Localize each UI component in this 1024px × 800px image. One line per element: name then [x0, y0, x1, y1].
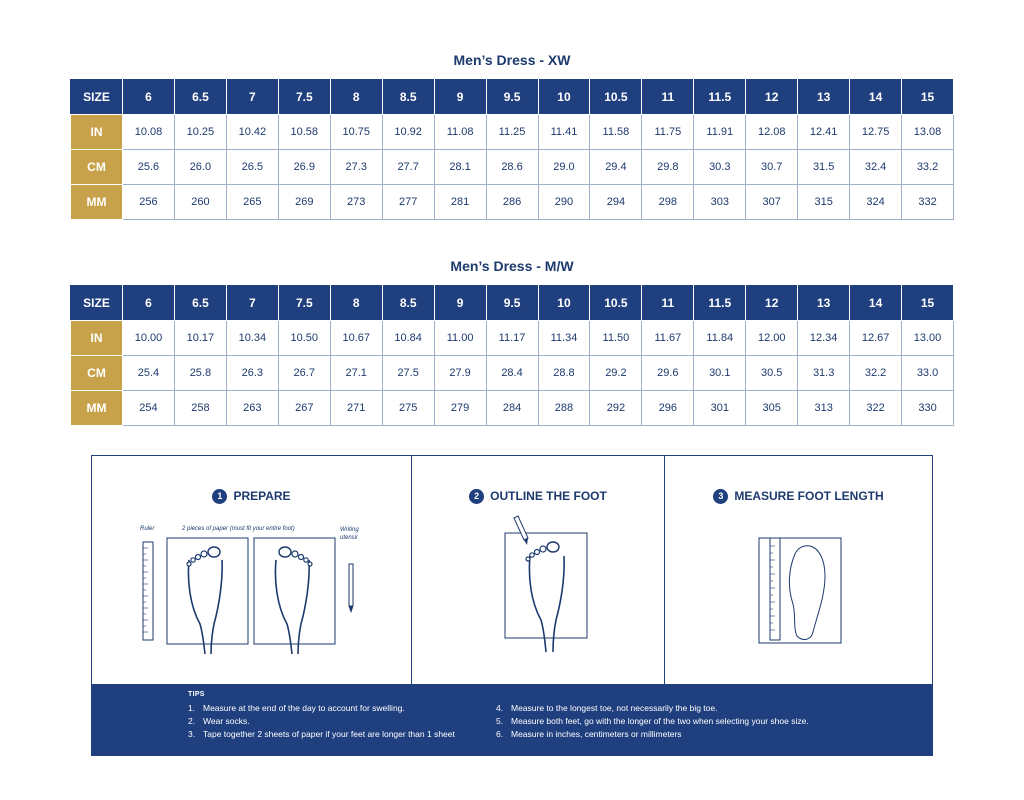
- measurement-cell: 27.9: [434, 356, 486, 391]
- measurement-cell: 324: [850, 185, 902, 220]
- measurement-cell: 256: [123, 185, 175, 220]
- measurement-cell: 26.9: [278, 150, 330, 185]
- measurement-cell: 258: [174, 391, 226, 426]
- step-measure-length: [665, 456, 932, 684]
- size-header-cell: 9: [434, 79, 486, 115]
- size-header-cell: 6: [123, 285, 175, 321]
- measurement-cell: 286: [486, 185, 538, 220]
- tips-title: TIPS: [188, 691, 205, 698]
- step-number-badge: 1: [212, 489, 227, 504]
- measurement-cell: 332: [902, 185, 954, 220]
- measurement-cell: 12.41: [798, 115, 850, 150]
- measurement-cell: 30.3: [694, 150, 746, 185]
- table-row: [71, 356, 954, 391]
- size-header-cell: 11.5: [694, 79, 746, 115]
- measurement-cell: 25.6: [123, 150, 175, 185]
- measurement-cell: 277: [382, 185, 434, 220]
- measurement-cell: 30.1: [694, 356, 746, 391]
- size-header-cell: 10.5: [590, 285, 642, 321]
- size-header-cell: 14: [850, 79, 902, 115]
- paper-sheet-icon: [167, 538, 248, 654]
- size-header-row: [71, 285, 954, 321]
- step-number-badge: 2: [469, 489, 484, 504]
- measurement-cell: 10.00: [123, 321, 175, 356]
- measurement-cell: 10.58: [278, 115, 330, 150]
- measurement-cell: 29.2: [590, 356, 642, 391]
- measurement-cell: 292: [590, 391, 642, 426]
- size-header-cell: 14: [850, 285, 902, 321]
- measurement-cell: 33.2: [902, 150, 954, 185]
- measurement-cell: 313: [798, 391, 850, 426]
- step-title: OUTLINE THE FOOT: [490, 489, 607, 503]
- pencil-icon: [349, 564, 353, 612]
- table-row: [71, 115, 954, 150]
- size-header-cell: 11: [642, 285, 694, 321]
- measuring-guide: [91, 455, 933, 756]
- measurement-cell: 28.8: [538, 356, 590, 391]
- measurement-cell: 11.58: [590, 115, 642, 150]
- size-header-cell: 13: [798, 79, 850, 115]
- measurement-cell: 30.5: [746, 356, 798, 391]
- size-header-cell: 12: [746, 79, 798, 115]
- measurement-cell: 279: [434, 391, 486, 426]
- measurement-cell: 27.7: [382, 150, 434, 185]
- size-header-label: SIZE: [71, 79, 123, 115]
- measurement-cell: 275: [382, 391, 434, 426]
- paper-sheet-icon: [505, 533, 587, 652]
- measurement-cell: 10.08: [123, 115, 175, 150]
- tips-panel: [92, 684, 932, 755]
- table-title-mw: Men’s Dress - M/W: [450, 258, 574, 274]
- measurement-cell: 263: [226, 391, 278, 426]
- measurement-cell: 10.84: [382, 321, 434, 356]
- unit-label: CM: [71, 150, 123, 185]
- measurement-cell: 10.92: [382, 115, 434, 150]
- ruler-icon: [770, 538, 780, 640]
- measurement-cell: 11.84: [694, 321, 746, 356]
- size-header-cell: 11: [642, 79, 694, 115]
- step-outline-foot: [412, 456, 665, 684]
- size-table-mw: [70, 284, 954, 426]
- step-number-badge: 3: [713, 489, 728, 504]
- measure-illustration: [665, 456, 932, 684]
- size-header-label: SIZE: [71, 285, 123, 321]
- measurement-cell: 11.41: [538, 115, 590, 150]
- outline-illustration: [412, 456, 665, 684]
- unit-label: CM: [71, 356, 123, 391]
- measurement-cell: 267: [278, 391, 330, 426]
- measurement-cell: 29.4: [590, 150, 642, 185]
- step-title: PREPARE: [233, 489, 291, 503]
- size-header-cell: 6.5: [174, 79, 226, 115]
- measurement-cell: 11.34: [538, 321, 590, 356]
- prepare-illustration: [92, 456, 412, 684]
- measurement-cell: 288: [538, 391, 590, 426]
- measurement-cell: 28.6: [486, 150, 538, 185]
- measurement-cell: 25.4: [123, 356, 175, 391]
- table-title-xw: Men’s Dress - XW: [453, 52, 571, 68]
- measurement-cell: 26.0: [174, 150, 226, 185]
- measurement-cell: 33.0: [902, 356, 954, 391]
- measurement-cell: 10.17: [174, 321, 226, 356]
- measurement-cell: 10.42: [226, 115, 278, 150]
- measurement-cell: 13.00: [902, 321, 954, 356]
- measurement-cell: 31.3: [798, 356, 850, 391]
- measurement-cell: 301: [694, 391, 746, 426]
- size-header-row: [71, 79, 954, 115]
- size-header-cell: 9.5: [486, 79, 538, 115]
- measurement-cell: 265: [226, 185, 278, 220]
- measurement-cell: 12.08: [746, 115, 798, 150]
- measurement-cell: 10.34: [226, 321, 278, 356]
- measurement-cell: 28.4: [486, 356, 538, 391]
- size-header-cell: 8.5: [382, 79, 434, 115]
- size-header-cell: 9.5: [486, 285, 538, 321]
- size-header-cell: 8: [330, 79, 382, 115]
- measurement-cell: 273: [330, 185, 382, 220]
- table-row: [71, 321, 954, 356]
- ruler-icon: [143, 542, 153, 640]
- size-table-xw: [70, 78, 954, 220]
- measurement-cell: 10.75: [330, 115, 382, 150]
- size-header-cell: 12: [746, 285, 798, 321]
- unit-label: IN: [71, 321, 123, 356]
- size-header-cell: 11.5: [694, 285, 746, 321]
- measurement-cell: 269: [278, 185, 330, 220]
- unit-label: MM: [71, 185, 123, 220]
- size-header-cell: 10: [538, 285, 590, 321]
- size-header-cell: 8.5: [382, 285, 434, 321]
- table-row: [71, 185, 954, 220]
- measurement-cell: 12.00: [746, 321, 798, 356]
- tip-item: 2. Wear socks.: [188, 716, 250, 726]
- measurement-cell: 32.4: [850, 150, 902, 185]
- size-header-cell: 13: [798, 285, 850, 321]
- measurement-cell: 32.2: [850, 356, 902, 391]
- measurement-cell: 27.5: [382, 356, 434, 391]
- measurement-cell: 11.91: [694, 115, 746, 150]
- measurement-cell: 290: [538, 185, 590, 220]
- measurement-cell: 29.8: [642, 150, 694, 185]
- paper-sheet-icon: [254, 538, 335, 654]
- size-header-cell: 10: [538, 79, 590, 115]
- measurement-cell: 254: [123, 391, 175, 426]
- paper-caption: 2 pieces of paper (must fit your entire foot): [182, 526, 295, 532]
- step-prepare: [92, 456, 412, 684]
- measurement-cell: 284: [486, 391, 538, 426]
- measurement-cell: 29.6: [642, 356, 694, 391]
- measurement-cell: 26.7: [278, 356, 330, 391]
- measurement-cell: 12.67: [850, 321, 902, 356]
- measurement-cell: 30.7: [746, 150, 798, 185]
- size-header-cell: 9: [434, 285, 486, 321]
- measurement-cell: 322: [850, 391, 902, 426]
- measurement-cell: 11.00: [434, 321, 486, 356]
- measurement-cell: 31.5: [798, 150, 850, 185]
- measurement-cell: 26.5: [226, 150, 278, 185]
- tips-list-right: [496, 702, 809, 741]
- table-row: [71, 150, 954, 185]
- measurement-cell: 294: [590, 185, 642, 220]
- measurement-cell: 296: [642, 391, 694, 426]
- size-header-cell: 10.5: [590, 79, 642, 115]
- measurement-cell: 315: [798, 185, 850, 220]
- measurement-cell: 11.67: [642, 321, 694, 356]
- size-header-cell: 6: [123, 79, 175, 115]
- measurement-cell: 11.08: [434, 115, 486, 150]
- unit-label: MM: [71, 391, 123, 426]
- size-header-cell: 7.5: [278, 79, 330, 115]
- measurement-cell: 305: [746, 391, 798, 426]
- measurement-cell: 10.25: [174, 115, 226, 150]
- measurement-cell: 260: [174, 185, 226, 220]
- measurement-cell: 11.25: [486, 115, 538, 150]
- measurement-cell: 13.08: [902, 115, 954, 150]
- measurement-cell: 271: [330, 391, 382, 426]
- size-header-cell: 6.5: [174, 285, 226, 321]
- measurement-cell: 29.0: [538, 150, 590, 185]
- measurement-cell: 10.50: [278, 321, 330, 356]
- measurement-cell: 281: [434, 185, 486, 220]
- size-header-cell: 15: [902, 285, 954, 321]
- size-header-cell: 8: [330, 285, 382, 321]
- measurement-cell: 330: [902, 391, 954, 426]
- measurement-cell: 12.34: [798, 321, 850, 356]
- measurement-cell: 11.50: [590, 321, 642, 356]
- size-header-cell: 7: [226, 285, 278, 321]
- measurement-cell: 307: [746, 185, 798, 220]
- table-row: [71, 391, 954, 426]
- tip-item: 5. Measure both feet, go with the longer of the two when selecting your shoe size.: [496, 716, 809, 726]
- measurement-cell: 27.1: [330, 356, 382, 391]
- measurement-cell: 298: [642, 185, 694, 220]
- utensil-caption: Writing utensil: [340, 527, 359, 541]
- ruler-caption: Ruler: [140, 526, 155, 532]
- tips-list-left: [188, 702, 455, 741]
- measurement-cell: 12.75: [850, 115, 902, 150]
- size-header-cell: 15: [902, 79, 954, 115]
- measurement-cell: 11.17: [486, 321, 538, 356]
- measurement-cell: 303: [694, 185, 746, 220]
- size-header-cell: 7: [226, 79, 278, 115]
- measurement-cell: 10.67: [330, 321, 382, 356]
- tip-item: 4. Measure to the longest toe, not necessarily the big toe.: [496, 703, 718, 713]
- measurement-cell: 25.8: [174, 356, 226, 391]
- tip-item: 6. Measure in inches, centimeters or millimeters: [496, 729, 682, 739]
- tip-item: 1. Measure at the end of the day to account for swelling.: [188, 703, 405, 713]
- measurement-cell: 26.3: [226, 356, 278, 391]
- tip-item: 3. Tape together 2 sheets of paper if your feet are longer than 1 sheet: [188, 729, 455, 739]
- step-title: MEASURE FOOT LENGTH: [734, 489, 884, 503]
- measurement-cell: 27.3: [330, 150, 382, 185]
- unit-label: IN: [71, 115, 123, 150]
- measurement-cell: 11.75: [642, 115, 694, 150]
- size-header-cell: 7.5: [278, 285, 330, 321]
- measurement-cell: 28.1: [434, 150, 486, 185]
